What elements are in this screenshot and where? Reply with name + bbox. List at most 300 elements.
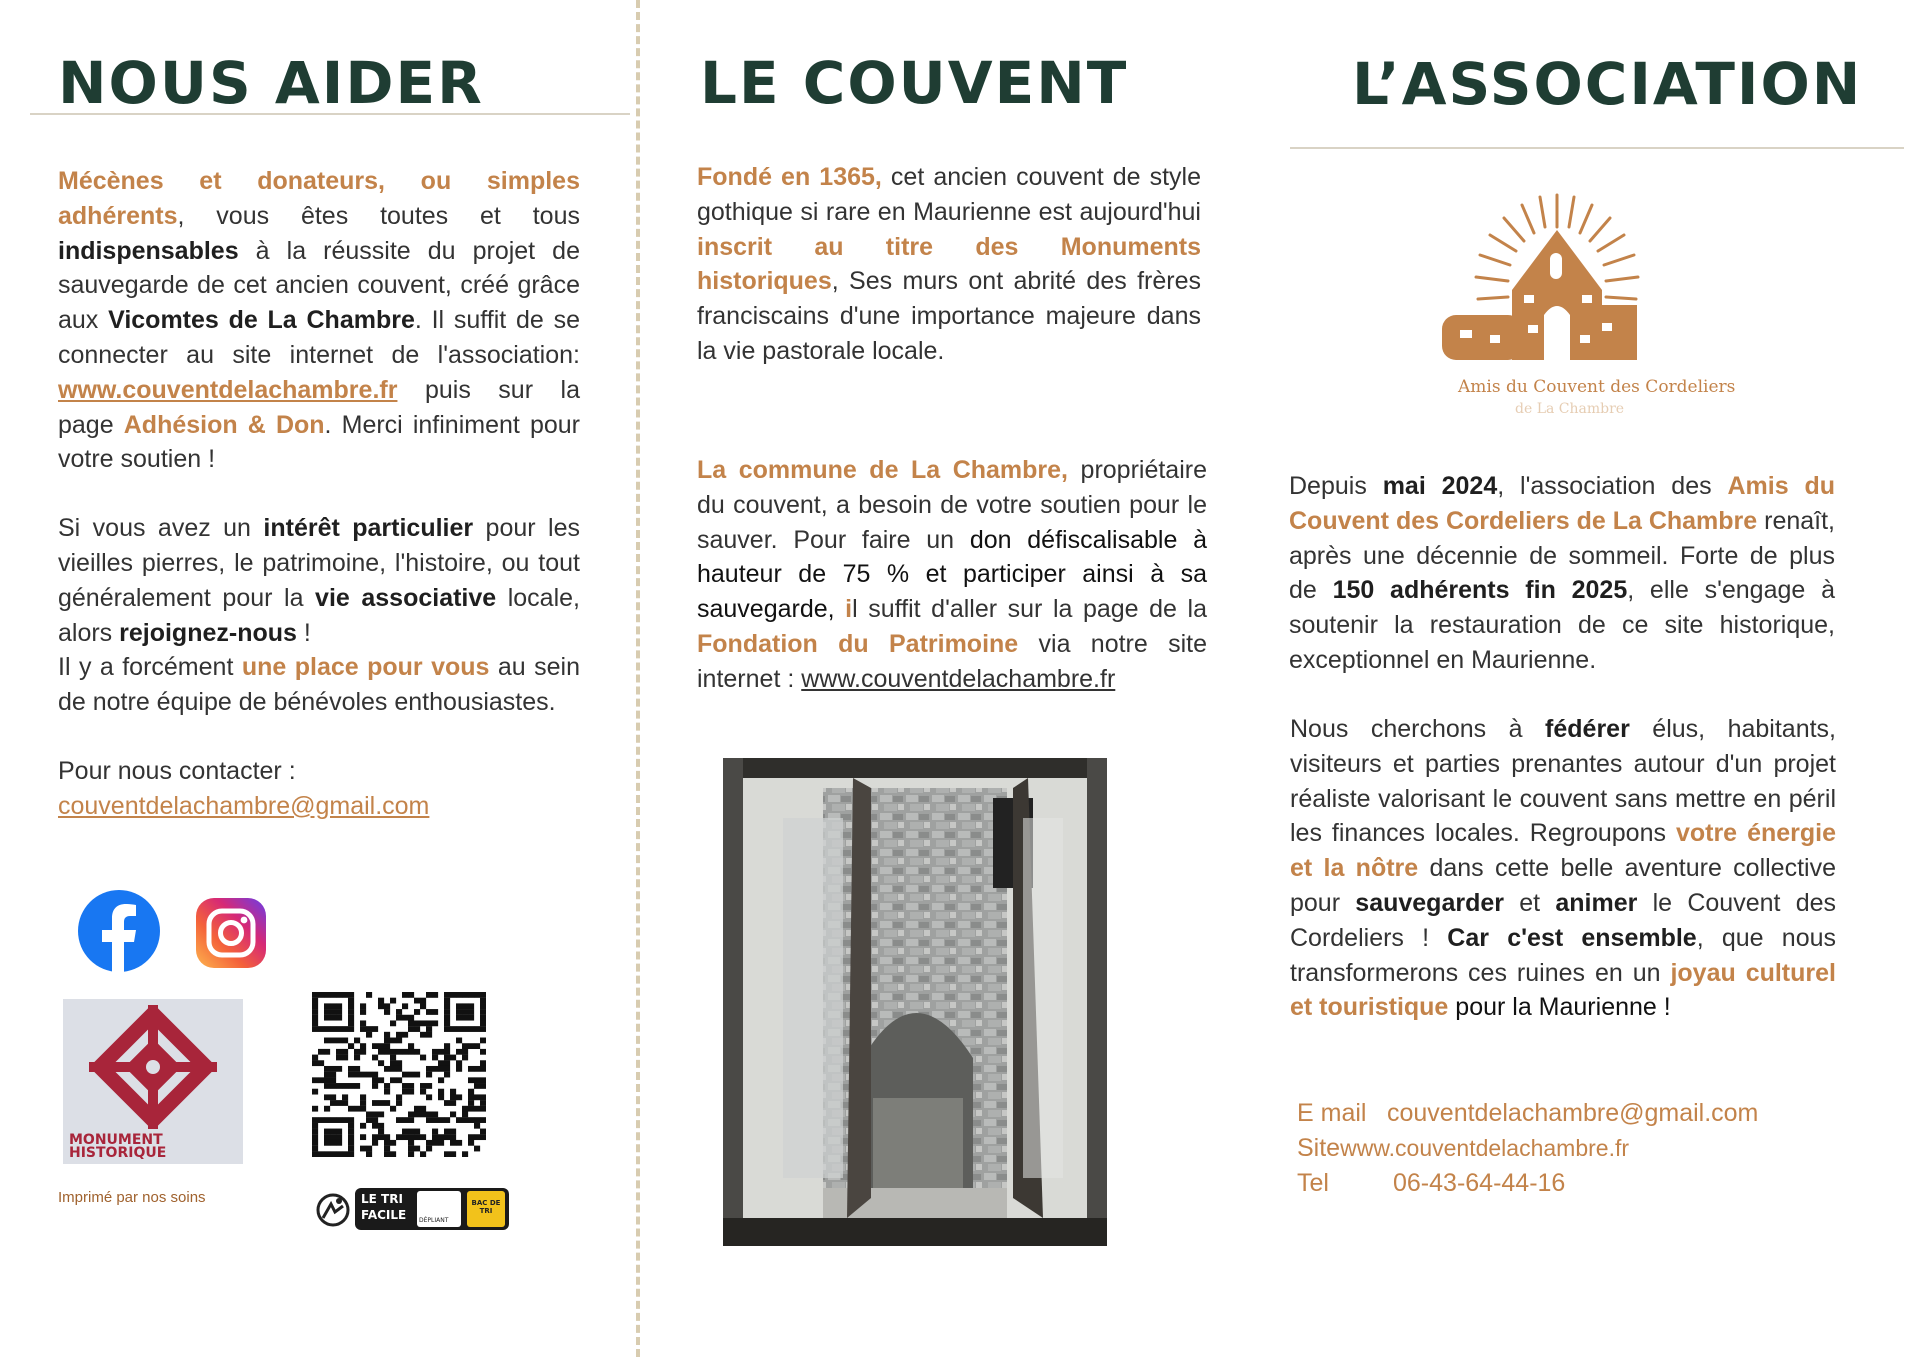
- qr-module: [336, 1083, 342, 1089]
- qr-module: [354, 1072, 360, 1078]
- qr-module: [312, 1026, 318, 1032]
- qr-module: [360, 1026, 366, 1032]
- qr-module: [480, 1083, 486, 1089]
- triman-icon: [315, 1192, 351, 1228]
- qr-module: [420, 1106, 426, 1112]
- qr-module: [336, 1066, 342, 1072]
- qr-module: [444, 1072, 450, 1078]
- qr-module: [312, 1106, 318, 1112]
- text-span: intérêt particulier: [263, 514, 474, 543]
- qr-module: [408, 1020, 414, 1026]
- qr-module: [312, 1129, 318, 1135]
- qr-module: [330, 1094, 336, 1100]
- qr-module: [312, 1117, 318, 1123]
- qr-module: [336, 1129, 342, 1135]
- qr-module: [372, 1072, 378, 1078]
- qr-module: [414, 1106, 420, 1112]
- text-span: Il y a forcément: [58, 653, 242, 682]
- qr-module: [402, 1089, 408, 1095]
- nous-aider-paragraph-2: [58, 511, 580, 650]
- qr-module: [390, 1060, 396, 1066]
- qr-module: [348, 1066, 354, 1072]
- email-value[interactable]: couventdelachambre@gmail.com: [1387, 1099, 1759, 1127]
- qr-module: [432, 1111, 438, 1117]
- qr-module: [330, 1072, 336, 1078]
- tel-row: [1297, 1166, 1758, 1201]
- qr-module: [378, 1060, 384, 1066]
- qr-module: [426, 1094, 432, 1100]
- qr-module: [348, 1106, 354, 1112]
- qr-module: [462, 1015, 468, 1021]
- qr-module: [354, 1055, 360, 1061]
- text-span: et: [1504, 888, 1556, 917]
- qr-module: [312, 1146, 318, 1152]
- qr-module: [378, 1100, 384, 1106]
- qr-module: [414, 1129, 420, 1135]
- qr-module: [372, 1026, 378, 1032]
- qr-module: [348, 1140, 354, 1146]
- qr-module: [414, 1026, 420, 1032]
- qr-module: [456, 1015, 462, 1021]
- qr-module: [408, 1043, 414, 1049]
- qr-module: [396, 1077, 402, 1083]
- association-paragraph-1: [1289, 469, 1835, 678]
- qr-module: [414, 1146, 420, 1152]
- le-couvent-text-2: [697, 453, 1207, 697]
- qr-module: [402, 1072, 408, 1078]
- qr-module: [468, 1043, 474, 1049]
- qr-module: [432, 1055, 438, 1061]
- qr-module: [420, 1089, 426, 1095]
- qr-module: [330, 1100, 336, 1106]
- qr-module: [462, 1049, 468, 1055]
- qr-module: [384, 1100, 390, 1106]
- qr-module: [468, 1106, 474, 1112]
- qr-module: [426, 1020, 432, 1026]
- instagram-icon[interactable]: [196, 898, 266, 968]
- website-link[interactable]: www.couventdelachambre.fr: [58, 375, 398, 404]
- qr-module: [324, 1049, 330, 1055]
- qr-module: [426, 1140, 432, 1146]
- qr-module: [420, 1111, 426, 1117]
- qr-module: [348, 1117, 354, 1123]
- qr-module: [444, 1009, 450, 1015]
- qr-module: [408, 1089, 414, 1095]
- qr-module: [462, 1151, 468, 1157]
- qr-module: [324, 1129, 330, 1135]
- tri-label-4: BAC DE TRI: [471, 1199, 501, 1215]
- qr-module: [426, 1032, 432, 1038]
- le-couvent-title: LE COUVENT: [700, 49, 1129, 117]
- qr-module: [324, 1094, 330, 1100]
- qr-module: [468, 1094, 474, 1100]
- qr-module: [330, 1066, 336, 1072]
- qr-module: [384, 1089, 390, 1095]
- site-row: [1297, 1131, 1758, 1166]
- qr-module: [480, 1015, 486, 1021]
- contact-label: Pour nous contacter :: [58, 756, 296, 785]
- contact-email-link[interactable]: couventdelachambre@gmail.com: [58, 791, 430, 820]
- qr-module: [450, 1100, 456, 1106]
- qr-module: [390, 1140, 396, 1146]
- qr-module: [408, 1117, 414, 1123]
- qr-module: [468, 992, 474, 998]
- qr-module: [336, 1055, 342, 1061]
- qr-module: [384, 1083, 390, 1089]
- qr-module: [324, 1083, 330, 1089]
- qr-module: [372, 1083, 378, 1089]
- qr-module: [480, 1077, 486, 1083]
- qr-module: [360, 1072, 366, 1078]
- text-span: fédérer: [1545, 715, 1630, 743]
- qr-module: [402, 1083, 408, 1089]
- qr-module: [474, 1094, 480, 1100]
- qr-module: [474, 1106, 480, 1112]
- qr-module: [480, 1009, 486, 1015]
- qr-module: [420, 1032, 426, 1038]
- qr-module: [462, 1009, 468, 1015]
- qr-module: [456, 1038, 462, 1044]
- qr-module: [396, 1049, 402, 1055]
- qr-module: [474, 1146, 480, 1152]
- tri-label-3: DÉPLIANT: [419, 1217, 449, 1224]
- text-span: , elle s'engage à soutenir la restauration de ce site historique, exceptionnel en Maurienne.: [1289, 576, 1835, 674]
- site-value[interactable]: www.couventdelachambre.fr: [1340, 1135, 1630, 1161]
- qr-module: [330, 1015, 336, 1021]
- text-span: pour la Maurienne !: [1448, 993, 1671, 1022]
- qr-module: [312, 1003, 318, 1009]
- qr-module: [450, 1151, 456, 1157]
- qr-module: [420, 1134, 426, 1140]
- qr-module: [438, 1117, 444, 1123]
- text-span: indispensables: [58, 236, 239, 265]
- qr-module: [468, 1117, 474, 1123]
- qr-module: [426, 1066, 432, 1072]
- qr-module: [360, 1100, 366, 1106]
- qr-module: [444, 1134, 450, 1140]
- text-span: Amis du Couvent des Cordeliers de La Chambre: [1289, 472, 1836, 535]
- qr-module: [456, 1009, 462, 1015]
- qr-module: [468, 1066, 474, 1072]
- qr-module: [384, 1032, 390, 1038]
- qr-module: [354, 1038, 360, 1044]
- text-span: une place pour vous: [241, 653, 490, 682]
- qr-module: [432, 1020, 438, 1026]
- email-row: [1297, 1096, 1758, 1131]
- qr-module: [480, 1117, 486, 1123]
- tel-label: Tel: [1297, 1169, 1329, 1197]
- qr-module: [348, 1043, 354, 1049]
- qr-module: [456, 1060, 462, 1066]
- qr-module: [336, 1003, 342, 1009]
- qr-module: [390, 1049, 396, 1055]
- association-text-2: [1290, 712, 1836, 1025]
- text-span: propriétaire du couvent, a besoin de votre soutien pour le sauver. Pour faire un: [697, 456, 1207, 554]
- qr-module: [324, 1015, 330, 1021]
- logo-caption: Amis du Couvent des Cordeliers: [1458, 377, 1736, 397]
- qr-module: [480, 1066, 486, 1072]
- qr-code[interactable]: [312, 992, 486, 1157]
- qr-module: [480, 1129, 486, 1135]
- text-span: dans cette belle aventure collective pour: [1290, 854, 1836, 917]
- qr-module: [468, 1134, 474, 1140]
- qr-module: [312, 1020, 318, 1026]
- qr-module: [318, 1077, 324, 1083]
- qr-module: [366, 1111, 372, 1117]
- qr-module: [456, 992, 462, 998]
- convent-window-photo: [723, 758, 1107, 1246]
- qr-module: [444, 1055, 450, 1061]
- qr-module: [372, 1123, 378, 1129]
- text-span: !: [296, 618, 311, 647]
- website-link-2[interactable]: www.couventdelachambre.fr: [801, 664, 1116, 693]
- adhesion-don-highlight: Adhésion & Don: [123, 410, 325, 439]
- text-span: . Il suffit de se connecter au site internet de l'association:: [58, 306, 580, 369]
- panel-separator: [636, 0, 640, 1357]
- qr-module: [456, 1049, 462, 1055]
- nous-aider-paragraph-1: [58, 164, 580, 477]
- qr-module: [348, 1129, 354, 1135]
- qr-module: [408, 1151, 414, 1157]
- qr-module: [396, 1117, 402, 1123]
- qr-module: [444, 1151, 450, 1157]
- qr-module: [312, 1015, 318, 1021]
- text-span: pour les vieilles pierres, le patrimoine, l'histoire, ou tout généralement pour la: [58, 514, 580, 612]
- qr-module: [384, 1140, 390, 1146]
- text-span: sauvegarder: [1355, 888, 1504, 917]
- qr-module: [444, 1026, 450, 1032]
- qr-module: [324, 1038, 330, 1044]
- qr-module: [336, 1038, 342, 1044]
- qr-module: [372, 1077, 378, 1083]
- qr-module: [348, 1151, 354, 1157]
- qr-module: [450, 1055, 456, 1061]
- qr-module: [456, 1066, 462, 1072]
- qr-module: [432, 1134, 438, 1140]
- qr-module: [444, 1117, 450, 1123]
- qr-module: [426, 1026, 432, 1032]
- qr-module: [348, 1134, 354, 1140]
- qr-module: [480, 998, 486, 1004]
- qr-module: [468, 1077, 474, 1083]
- qr-module: [384, 1151, 390, 1157]
- qr-module: [336, 1009, 342, 1015]
- qr-module: [378, 1003, 384, 1009]
- qr-module: [360, 1094, 366, 1100]
- text-span: La commune de La Chambre,: [697, 456, 1069, 484]
- qr-module: [324, 1009, 330, 1015]
- qr-module: [408, 1083, 414, 1089]
- qr-module: [360, 1049, 366, 1055]
- qr-module: [420, 1020, 426, 1026]
- text-span: Fondation du Patrimoine: [697, 629, 1019, 658]
- qr-module: [312, 992, 318, 998]
- qr-module: [480, 1134, 486, 1140]
- qr-module: [348, 992, 354, 998]
- qr-module: [480, 1003, 486, 1009]
- qr-module: [438, 1060, 444, 1066]
- qr-module: [312, 1151, 318, 1157]
- qr-module: [360, 1003, 366, 1009]
- qr-module: [348, 1003, 354, 1009]
- qr-module: [372, 1140, 378, 1146]
- qr-module: [390, 1038, 396, 1044]
- qr-module: [408, 1134, 414, 1140]
- qr-module: [468, 1100, 474, 1106]
- qr-module: [330, 1117, 336, 1123]
- nous-aider-rule: [30, 113, 630, 115]
- qr-module: [396, 1094, 402, 1100]
- facebook-icon[interactable]: [78, 890, 160, 972]
- qr-module: [408, 1015, 414, 1021]
- qr-module: [426, 1083, 432, 1089]
- qr-module: [396, 1009, 402, 1015]
- qr-module: [450, 992, 456, 998]
- qr-module: [474, 1043, 480, 1049]
- qr-module: [444, 1129, 450, 1135]
- qr-module: [378, 1111, 384, 1117]
- qr-module: [312, 1060, 318, 1066]
- text-span: renaît, après une décennie de sommeil. Forte de plus de: [1289, 506, 1836, 605]
- monument-label-1: MONUMENT: [69, 1132, 163, 1148]
- qr-module: [318, 1060, 324, 1066]
- qr-module: [324, 1003, 330, 1009]
- qr-module: [474, 1026, 480, 1032]
- qr-module: [474, 1123, 480, 1129]
- qr-module: [402, 1003, 408, 1009]
- qr-module: [384, 1038, 390, 1044]
- qr-module: [342, 1055, 348, 1061]
- qr-module: [312, 1055, 318, 1061]
- le-couvent-text-1: [697, 160, 1201, 369]
- qr-module: [342, 1038, 348, 1044]
- qr-module: [432, 1066, 438, 1072]
- qr-module: [312, 1134, 318, 1140]
- qr-module: [402, 1049, 408, 1055]
- qr-module: [420, 1083, 426, 1089]
- text-span: , vous êtes toutes et tous: [177, 201, 580, 230]
- qr-module: [312, 1089, 318, 1095]
- qr-module: [336, 992, 342, 998]
- qr-module: [468, 1009, 474, 1015]
- qr-module: [426, 1072, 432, 1078]
- text-span: via notre site internet :: [697, 629, 1207, 693]
- qr-module: [438, 1094, 444, 1100]
- qr-module: [432, 1009, 438, 1015]
- qr-module: [432, 1129, 438, 1135]
- text-span: , Ses murs ont abrité des frères franciscains d'une importance majeure dans la vie pastorale locale.: [697, 267, 1201, 365]
- qr-module: [396, 1060, 402, 1066]
- qr-module: [462, 1026, 468, 1032]
- qr-module: [324, 1077, 330, 1083]
- qr-module: [330, 1151, 336, 1157]
- qr-module: [330, 1009, 336, 1015]
- qr-module: [474, 992, 480, 998]
- qr-module: [366, 1146, 372, 1152]
- qr-module: [474, 1117, 480, 1123]
- qr-module: [444, 1060, 450, 1066]
- qr-module: [402, 1129, 408, 1135]
- text-span: vie associative: [315, 583, 497, 612]
- qr-module: [408, 992, 414, 998]
- qr-module: [372, 1111, 378, 1117]
- qr-module: [396, 1134, 402, 1140]
- qr-module: [336, 1015, 342, 1021]
- qr-module: [468, 1089, 474, 1095]
- qr-module: [468, 1140, 474, 1146]
- qr-module: [342, 1151, 348, 1157]
- qr-module: [468, 1003, 474, 1009]
- qr-module: [420, 1151, 426, 1157]
- qr-module: [330, 1134, 336, 1140]
- qr-module: [408, 1049, 414, 1055]
- qr-module: [474, 1077, 480, 1083]
- qr-module: [330, 1003, 336, 1009]
- qr-module: [348, 998, 354, 1004]
- qr-module: [444, 992, 450, 998]
- qr-module: [432, 1140, 438, 1146]
- nous-aider-title: NOUS AIDER: [58, 49, 484, 117]
- qr-module: [396, 1032, 402, 1038]
- qr-module: [348, 1026, 354, 1032]
- qr-module: [420, 1055, 426, 1061]
- qr-module: [384, 1049, 390, 1055]
- text-span: Fondé en 1365,: [697, 163, 882, 191]
- text-span: votre énergie et la nôtre: [1290, 819, 1836, 883]
- tri-label-2: FACILE: [361, 1208, 407, 1222]
- qr-module: [348, 1009, 354, 1015]
- qr-module: [390, 1020, 396, 1026]
- qr-module: [444, 1100, 450, 1106]
- qr-module: [480, 1106, 486, 1112]
- text-span: inscrit au titre des Monuments historiques: [697, 232, 1201, 296]
- text-span: le Couvent des Cordeliers !: [1290, 888, 1837, 952]
- qr-module: [336, 1140, 342, 1146]
- le-couvent-paragraph-2: [697, 453, 1207, 697]
- email-label: E mail: [1297, 1099, 1367, 1127]
- qr-module: [420, 998, 426, 1004]
- qr-module: [330, 1077, 336, 1083]
- qr-module: [426, 1146, 432, 1152]
- qr-module: [444, 1020, 450, 1026]
- le-couvent-paragraph-1: [697, 160, 1201, 369]
- tri-facile-badge: [355, 1188, 509, 1230]
- qr-module: [360, 1043, 366, 1049]
- qr-module: [366, 1117, 372, 1123]
- association-logo: [1432, 185, 1682, 375]
- qr-module: [450, 1094, 456, 1100]
- qr-module: [396, 1038, 402, 1044]
- qr-module: [330, 1026, 336, 1032]
- qr-module: [348, 1123, 354, 1129]
- printed-note: Imprimé par nos soins: [58, 1189, 206, 1206]
- text-span: i: [845, 595, 853, 624]
- qr-module: [384, 1146, 390, 1152]
- qr-module: [342, 1049, 348, 1055]
- qr-module: [480, 1060, 486, 1066]
- qr-module: [402, 1032, 408, 1038]
- qr-module: [396, 1100, 402, 1106]
- qr-module: [312, 1077, 318, 1083]
- qr-module: [366, 1032, 372, 1038]
- qr-module: [354, 1106, 360, 1112]
- qr-module: [324, 1072, 330, 1078]
- text-span: mai 2024: [1382, 472, 1498, 500]
- qr-module: [360, 1020, 366, 1026]
- qr-module: [444, 1015, 450, 1021]
- monument-label-2: HISTORIQUE: [69, 1145, 167, 1161]
- qr-module: [450, 1026, 456, 1032]
